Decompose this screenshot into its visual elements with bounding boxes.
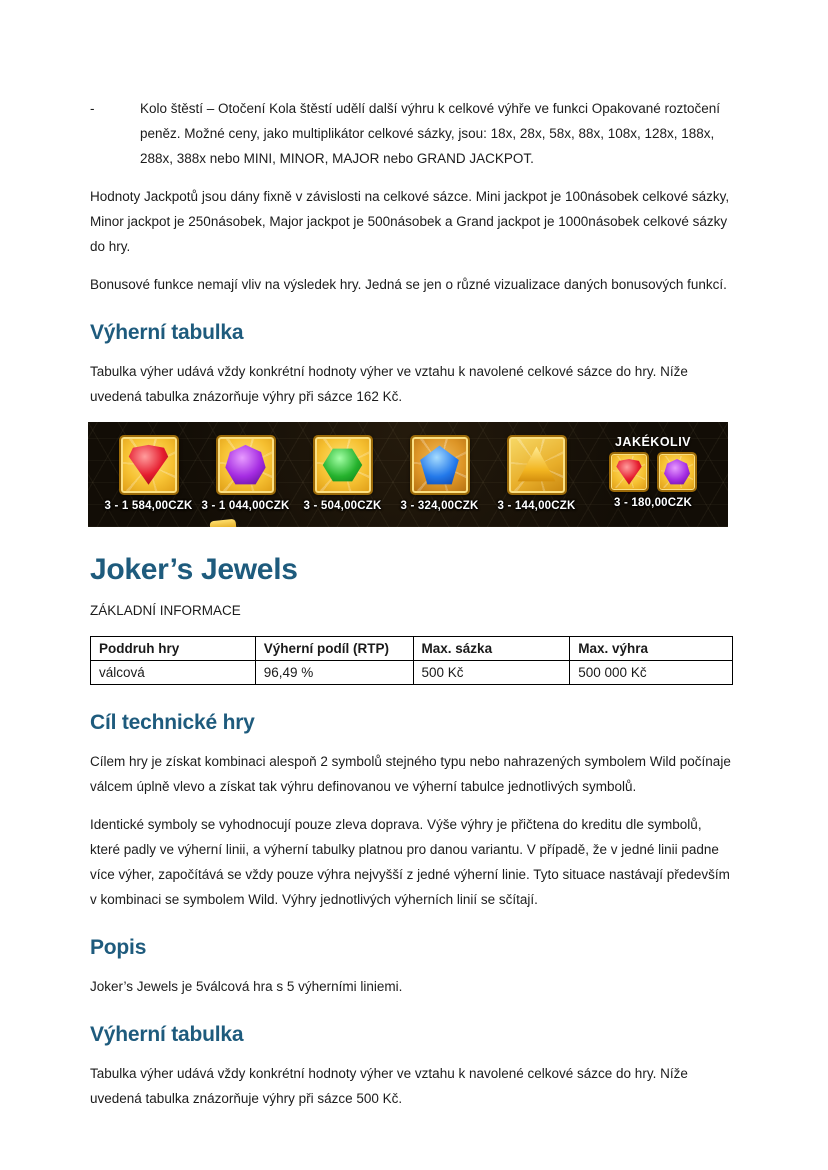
green-gem-icon [322,444,364,486]
table-header-subtype: Poddruh hry [91,637,256,661]
any-symbols-tiles [609,452,697,492]
win-value-blue: 3 - 324,00CZK [400,500,479,512]
win-value-red: 3 - 1 584,00CZK [104,500,193,512]
table-cell-subtype: válcová [91,661,256,685]
table-header-row [91,637,733,661]
small-purple-gem-tile [657,452,697,492]
any-symbols-label: JAKÉKOLIV [614,435,692,449]
table-header-rtp: Výherní podíl (RTP) [255,637,413,661]
game-paytable-screenshot [88,422,728,527]
document-content [90,96,735,1124]
small-purple-gem-icon [664,459,691,486]
purple-gem-icon [225,444,267,486]
heading-game-goal: Cíl technické hry [90,711,255,734]
small-red-gem-tile [609,452,649,492]
table-row [91,661,733,685]
paytable-symbol-red-gem [100,435,197,512]
gold-triangle-tile [507,435,567,495]
blue-gem-icon [419,444,461,486]
table-cell-max-win: 500 000 Kč [570,661,733,685]
cutoff-symbol-fragment [209,519,236,527]
paytable-symbol-purple-gem [197,435,294,512]
heading-description: Popis [90,936,147,959]
paytable-symbol-gold-triangle [488,435,585,512]
green-gem-tile [313,435,373,495]
paragraph-description: Joker’s Jewels je 5válcová hra s 5 výherními liniemi. [90,979,403,994]
red-gem-tile [119,435,179,495]
win-value-purple: 3 - 1 044,00CZK [201,500,290,512]
basic-info-table [90,636,733,685]
table-cell-rtp: 96,49 % [255,661,413,685]
paragraph-goal-2: Identické symboly se vyhodnocují pouze zleva doprava. Výše výhry je přičtena do kreditu dle symbolů, které padly ve výherní linii, a výherní tabulky platnou pro danou variantu. V případě, že v jedné linii padne více výher, započítává se vždy pouze výhra nejvyšší z jedné výherní linie. Tyto situace nastávají především v kombinaci se symbolem Wild. Výhry jednotlivých výherních linií se sčítají. [90,817,730,907]
heading-payout-table-2: Výherní tabulka [90,1023,244,1046]
bullet-item-kolo-stesti [90,96,735,171]
win-value-green: 3 - 504,00CZK [303,500,382,512]
table-header-max-win: Max. výhra [570,637,733,661]
bullet-text: Kolo štěstí – Otočení Kola štěstí udělí další výhru k celkové výhře ve funkci Opakované roztočení peněz. Možné ceny, jako multiplikátor celkové sázky, jsou: 18x, 28x, 58x, 88x, 108x, 128x, 188x, 288x, 388x nebo MINI, MINOR, MAJOR nebo GRAND JACKPOT. [140,101,721,166]
win-value-triangle: 3 - 144,00CZK [497,500,576,512]
paragraph-payout-table-162: Tabulka výher udává vždy konkrétní hodnoty výher ve vztahu k navolené celkové sázce do hry. Níže uvedená tabulka znázorňuje výhry při sázce 162 Kč. [90,364,688,404]
basic-information-label: ZÁKLADNÍ INFORMACE [90,603,241,618]
bullet-marker: - [90,101,95,116]
paragraph-jackpot-values: Hodnoty Jackpotů jsou dány fixně v závislosti na celkové sázce. Mini jackpot je 100násobek celkové sázky, Minor jackpot je 250násobek, Major jackpot je 500násobek a Grand jackpot je 1000násobek celkové sázky do hry. [90,189,730,254]
paragraph-goal-1: Cílem hry je získat kombinaci alespoň 2 symbolů stejného typu nebo nahrazených symbolem Wild počínaje válcem úplně vlevo a získat tak výhru definovanou ve výherní tabulce jednotlivých symbolů. [90,754,731,794]
paytable-symbol-blue-gem [391,435,488,512]
win-value-any: 3 - 180,00CZK [613,497,693,509]
paytable-symbol-any [587,435,719,509]
gold-triangle-icon [516,444,558,486]
heading-payout-table-1: Výherní tabulka [90,321,244,344]
red-gem-icon [128,444,170,486]
page-title-game-name: Joker’s Jewels [90,553,298,586]
table-header-max-bet: Max. sázka [413,637,570,661]
paragraph-payout-table-500: Tabulka výher udává vždy konkrétní hodnoty výher ve vztahu k navolené celkové sázce do hry. Níže uvedená tabulka znázorňuje výhry při sázce 500 Kč. [90,1066,688,1106]
paytable-symbol-green-gem [294,435,391,512]
blue-gem-tile [410,435,470,495]
purple-gem-tile [216,435,276,495]
table-cell-max-bet: 500 Kč [413,661,570,685]
paragraph-bonus-functions: Bonusové funkce nemají vliv na výsledek hry. Jedná se jen o různé vizualizace daných bonusových funkcí. [90,277,727,292]
small-red-gem-icon [616,459,643,486]
